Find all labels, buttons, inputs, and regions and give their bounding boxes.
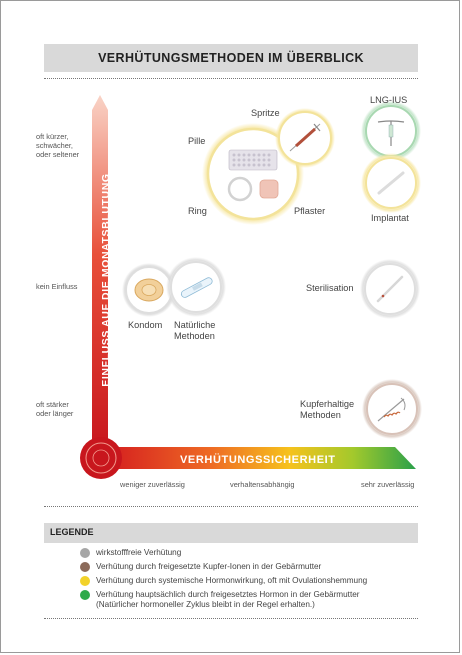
legend-item-kupfer <box>80 562 321 572</box>
page-title: VERHÜTUNGSMETHODEN IM ÜBERBLICK <box>98 51 364 65</box>
divider-bottom <box>44 618 418 619</box>
legend-text <box>96 590 360 610</box>
legend-text-line: (Natürlicher hormoneller Zyklus bleibt in der Regel erhalten.) <box>96 600 315 609</box>
y-level-line: schwächer, <box>36 141 73 150</box>
origin-circle <box>80 437 122 479</box>
label-sterilisation: Sterilisation <box>306 283 354 293</box>
natuerliche-circle <box>166 257 226 317</box>
legend-text: Verhütung durch systemische Hormonwirkung, oft mit Ovulationshemmung <box>96 576 368 585</box>
y-level-line: oder seltener <box>36 150 80 159</box>
y-level-line: oder länger <box>36 409 74 418</box>
implantat-circle <box>361 153 421 213</box>
kupfer-circle <box>362 379 422 439</box>
legend-dot <box>80 562 90 572</box>
condom-icon <box>135 279 163 301</box>
y-level-line: oft stärker <box>36 400 69 409</box>
y-level-oft-kuerzer <box>36 132 79 159</box>
legend-dot <box>80 576 90 586</box>
x-level-sehr: sehr zuverlässig <box>361 480 415 489</box>
legend-item-hormon-systemisch <box>80 576 367 586</box>
y-level-oft-staerker <box>36 400 73 418</box>
label-kupfer <box>300 399 354 421</box>
legend-text-line: Verhütung hauptsächlich durch freigesetztes Hormon in der Gebärmutter <box>96 590 360 599</box>
pill-pack-icon <box>229 150 277 170</box>
label-natuerliche <box>174 320 215 342</box>
legend-item-hormon-lokal <box>80 590 360 610</box>
label-lng-ius: LNG-IUS <box>370 95 408 105</box>
legend-text: Verhütung durch freigesetzte Kupfer-Ionen in der Gebärmutter <box>96 562 322 571</box>
legend-dot <box>80 590 90 600</box>
legend-item-wirkstofffrei <box>80 548 181 558</box>
patch-icon <box>260 180 278 198</box>
label-pille: Pille <box>188 136 206 146</box>
legend-bar <box>44 523 418 543</box>
label-line: Methoden <box>300 410 341 420</box>
lng-ius-circle <box>361 101 421 161</box>
label-ring: Ring <box>188 206 207 216</box>
legend-title: LEGENDE <box>50 527 94 537</box>
divider-middle <box>44 506 418 507</box>
label-line: Natürliche <box>174 320 216 330</box>
y-level-line: oft kürzer, <box>36 132 69 141</box>
label-spritze: Spritze <box>251 108 280 118</box>
x-level-weniger: weniger zuverlässig <box>120 480 185 489</box>
x-level-verhalten: verhaltensabhängig <box>230 480 295 489</box>
label-pflaster: Pflaster <box>294 206 326 216</box>
sterilisation-circle <box>360 259 420 319</box>
y-level-kein-einfluss: kein Einfluss <box>36 282 78 291</box>
legend-text: wirkstofffreie Verhütung <box>96 548 182 557</box>
label-implantat: Implantat <box>371 213 409 223</box>
legend-dot <box>80 548 90 558</box>
x-axis-label: VERHÜTUNGSSICHERHEIT <box>180 454 336 466</box>
label-line: Kupferhaltige <box>300 399 355 409</box>
label-line: Methoden <box>174 331 215 341</box>
y-axis-label: EINFLUSS AUF DIE MONATSBLUTUNG <box>100 173 112 387</box>
label-kondom: Kondom <box>128 320 163 330</box>
spritze-circle <box>275 108 335 168</box>
